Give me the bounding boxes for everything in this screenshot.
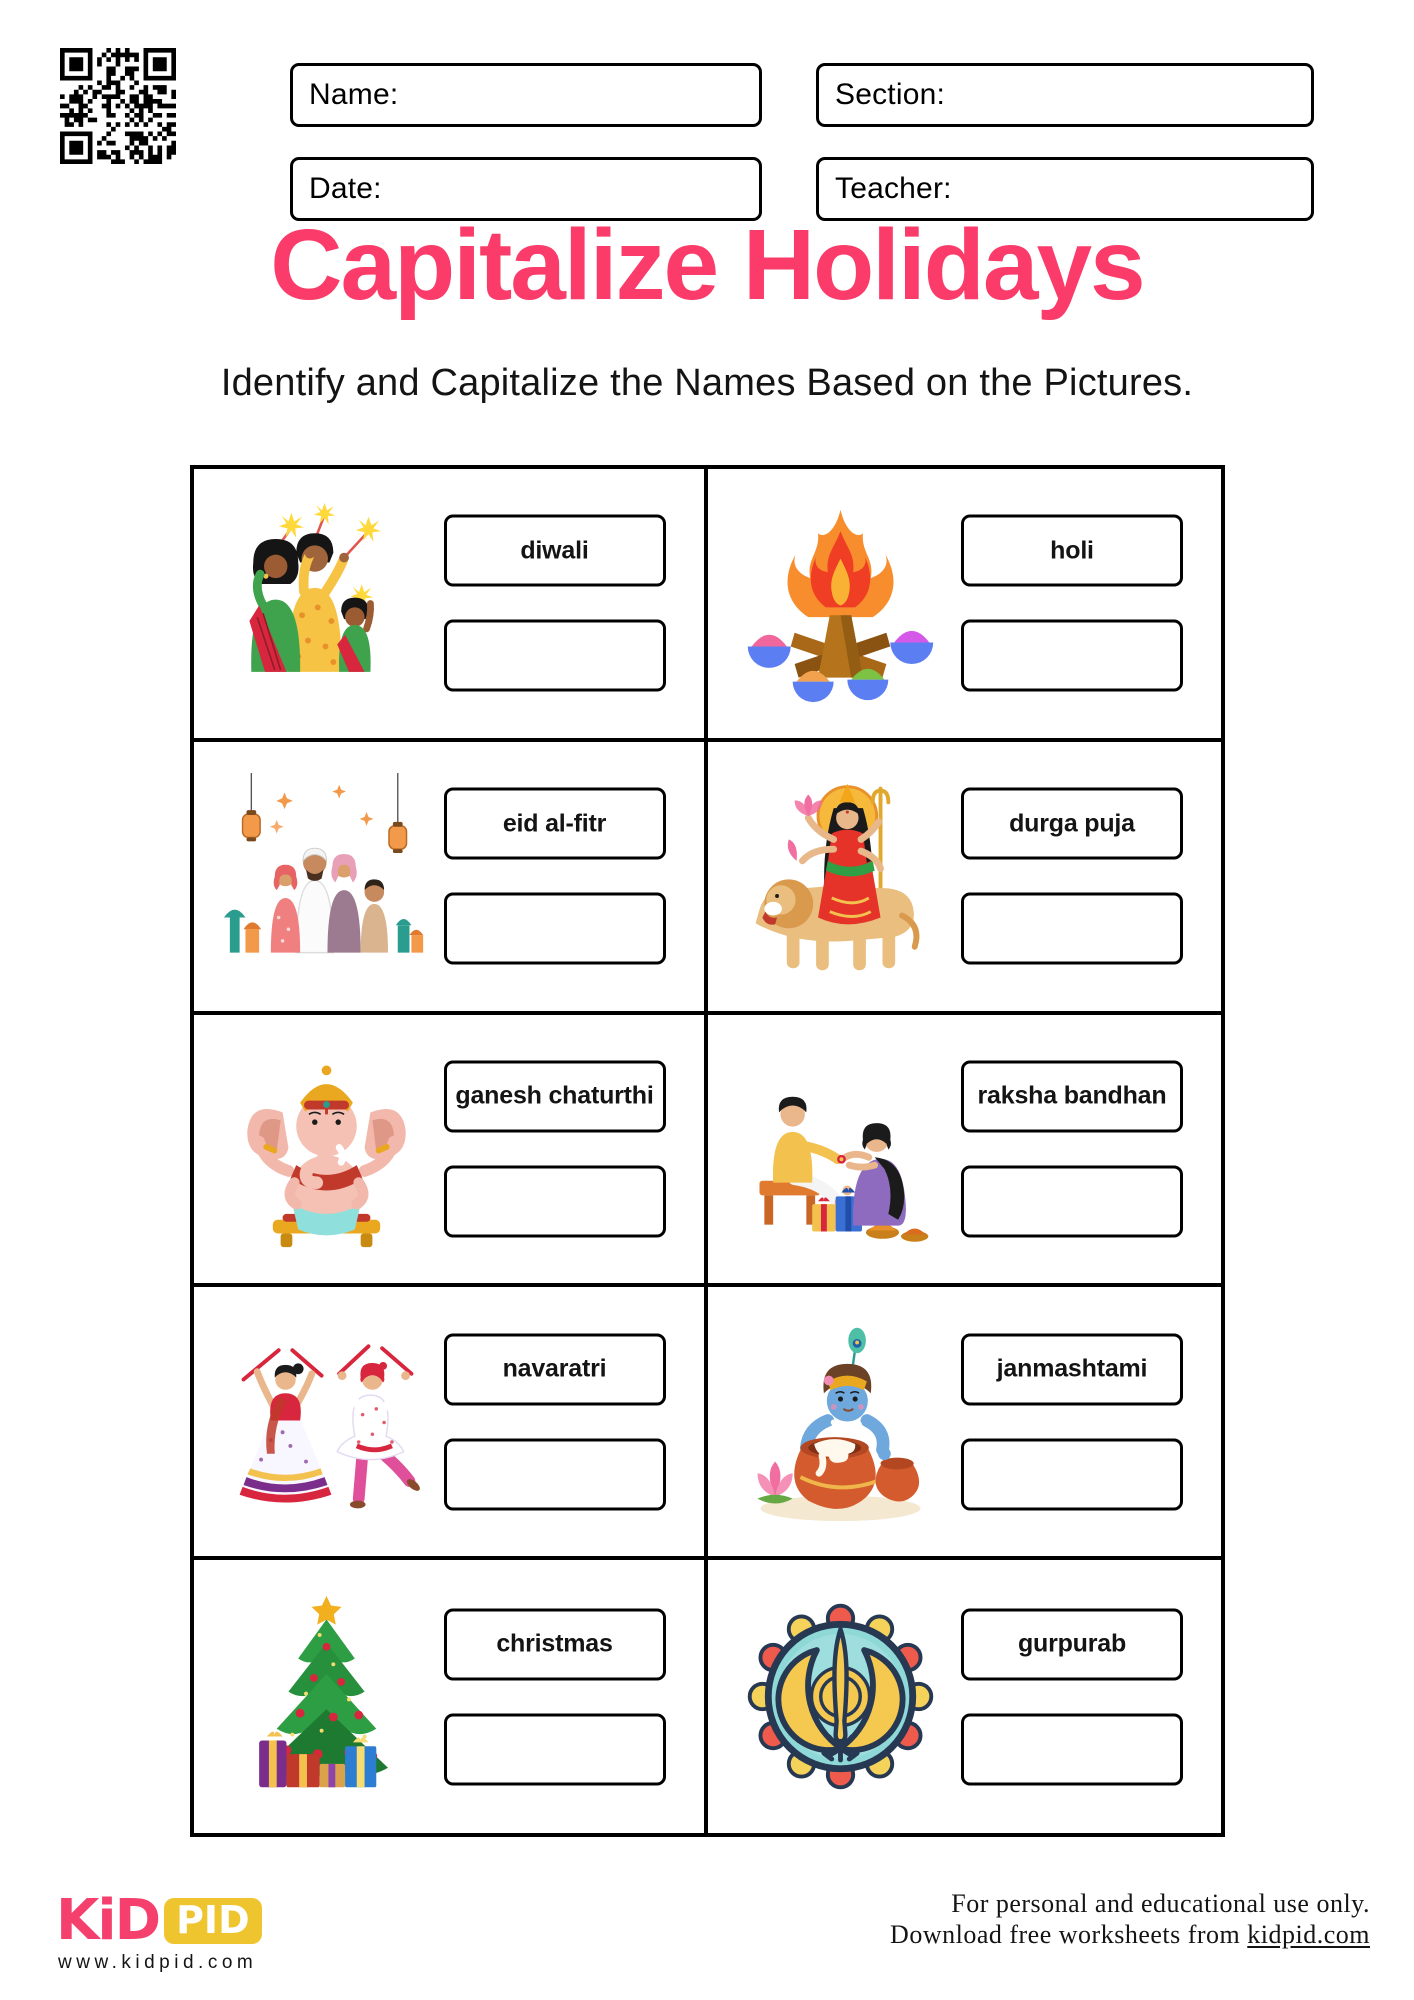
holiday-cell-raksha-bandhan <box>708 1015 1222 1288</box>
holiday-cell-gurpurab <box>708 1560 1222 1833</box>
name-field[interactable] <box>290 63 762 127</box>
answer-write-box[interactable] <box>961 620 1183 692</box>
sister-tying-rakhi-illustration <box>738 1038 943 1260</box>
license-line1: For personal and educational use only. <box>951 1889 1370 1918</box>
name-label: Name: <box>309 78 399 111</box>
holiday-name-box <box>961 788 1183 860</box>
page-title: Capitalize Holidays <box>270 209 1144 321</box>
holiday-name-box <box>444 1608 666 1680</box>
holiday-name-text: ganesh chaturthi <box>455 1081 654 1110</box>
holiday-name-text: holi <box>1050 536 1094 565</box>
answer-write-box[interactable] <box>444 893 666 965</box>
holiday-cell-durga-puja <box>708 742 1222 1015</box>
holiday-name-text: christmas <box>496 1629 613 1658</box>
holiday-cell-holi <box>708 469 1222 742</box>
christmas-tree-gifts-illustration <box>224 1586 429 1808</box>
holiday-name-text: navaratri <box>502 1354 607 1383</box>
holiday-name-box <box>961 1333 1183 1405</box>
holiday-name-box <box>961 515 1183 587</box>
answer-write-box[interactable] <box>961 1165 1183 1237</box>
baby-krishna-butter-pot-illustration <box>738 1311 943 1533</box>
eid-family-lanterns-illustration <box>224 765 429 987</box>
kidpid-logo-kid-text: KiD <box>56 1888 160 1953</box>
kidpid-logo <box>56 1888 262 1953</box>
holiday-name-box <box>961 1608 1183 1680</box>
license-line2: Download free worksheets from kidpid.com <box>890 1920 1370 1949</box>
answer-write-box[interactable] <box>444 1713 666 1785</box>
answer-write-box[interactable] <box>444 1165 666 1237</box>
holiday-cell-janmashtami <box>708 1287 1222 1560</box>
qr-code-icon <box>60 48 176 164</box>
section-field[interactable] <box>816 63 1314 127</box>
diwali-family-sparklers-illustration <box>224 492 429 714</box>
holiday-cell-eid-al-fitr <box>194 742 708 1015</box>
khanda-emblem-illustration <box>738 1586 943 1808</box>
garba-dandiya-dancers-illustration <box>224 1311 429 1533</box>
holiday-name-text: janmashtami <box>996 1354 1148 1383</box>
holiday-name-text: gurpurab <box>1017 1629 1127 1658</box>
license-note <box>890 1888 1370 1950</box>
holiday-cell-christmas <box>194 1560 708 1833</box>
kidpid-website-url: www.kidpid.com <box>58 1952 258 1973</box>
section-label: Section: <box>835 78 945 111</box>
kidpid-logo-pid-badge: PID <box>164 1898 262 1944</box>
teacher-label: Teacher: <box>835 172 952 205</box>
holiday-name-box <box>961 1060 1183 1132</box>
answer-write-box[interactable] <box>961 893 1183 965</box>
holiday-name-text: durga puja <box>1009 809 1135 838</box>
holiday-cell-diwali <box>194 469 708 742</box>
holiday-name-text: raksha bandhan <box>977 1081 1167 1110</box>
holiday-grid <box>190 465 1225 1837</box>
answer-write-box[interactable] <box>444 1438 666 1510</box>
answer-write-box[interactable] <box>961 1438 1183 1510</box>
kidpid-link[interactable]: kidpid.com <box>1247 1920 1370 1949</box>
ganesha-idol-illustration <box>224 1038 429 1260</box>
holiday-name-box <box>444 1333 666 1405</box>
holiday-name-text: diwali <box>520 536 589 565</box>
date-label: Date: <box>309 172 382 205</box>
answer-write-box[interactable] <box>961 1713 1183 1785</box>
holi-bonfire-color-bowls-illustration <box>738 492 943 714</box>
holiday-name-box <box>444 515 666 587</box>
durga-riding-lion-illustration <box>738 765 943 987</box>
holiday-cell-ganesh-chaturthi <box>194 1015 708 1288</box>
page-subtitle: Identify and Capitalize the Names Based on the Pictures. <box>220 362 1194 404</box>
answer-write-box[interactable] <box>444 620 666 692</box>
holiday-cell-navaratri <box>194 1287 708 1560</box>
holiday-name-text: eid al-fitr <box>502 809 607 838</box>
holiday-name-box <box>444 1060 666 1132</box>
holiday-name-box <box>444 788 666 860</box>
